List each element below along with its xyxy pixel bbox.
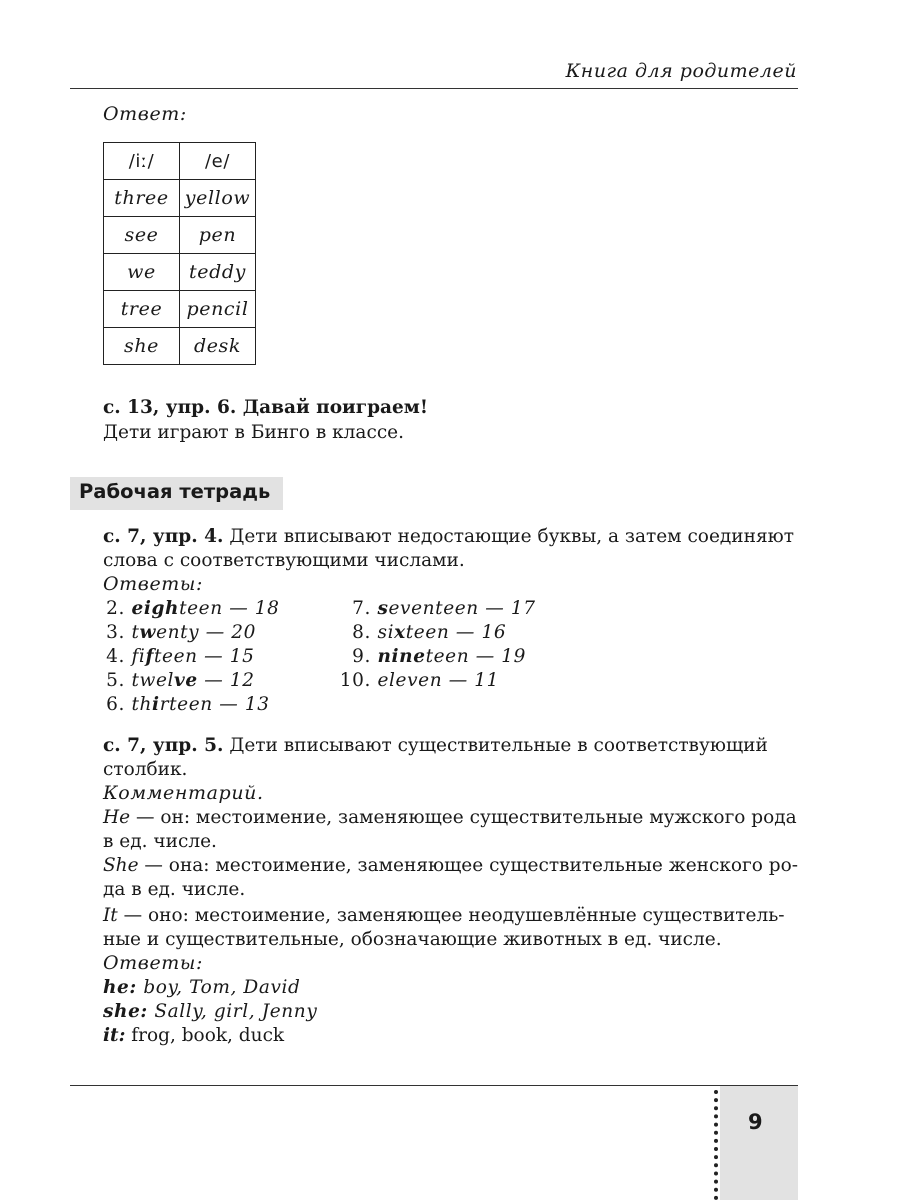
exercise-5-line-1	[103, 734, 803, 758]
answer-item: 2. eighteen — 18	[106, 598, 280, 619]
answer-item: 4. fifteen — 15	[106, 646, 255, 667]
answer-item: 3. twenty — 20	[106, 622, 257, 643]
table-cell: three	[104, 180, 180, 217]
exercise-6-ref: с. 13, упр. 6. Давай поиграем!	[103, 397, 428, 418]
it-word: It	[103, 905, 118, 926]
table-cell: pen	[180, 217, 256, 254]
exercise-4-ref: с. 7, упр. 4.	[103, 526, 224, 547]
exercise-4-answers-label: Ответы:	[103, 573, 203, 595]
exercise-6-text: Дети играют в Бинго в классе.	[103, 422, 405, 443]
running-header: Книга для родителей	[565, 60, 797, 82]
table-cell: desk	[180, 328, 256, 365]
table-cell: tree	[104, 291, 180, 328]
table-cell: yellow	[180, 180, 256, 217]
section-heading: Рабочая тетрадь	[79, 480, 271, 503]
answer-item: 8. sixteen — 16	[352, 622, 507, 643]
answer-item: 7. seventeen — 17	[352, 598, 536, 619]
exercise-5-answers-label: Ответы:	[103, 952, 203, 974]
he-word: He	[103, 807, 131, 828]
header-divider	[70, 88, 798, 89]
page-number: 9	[748, 1110, 763, 1134]
exercise-5-text: Дети вписывают существительные в соответствующий	[229, 735, 768, 756]
table-header-cell: /e/	[180, 143, 256, 180]
she-word: She	[103, 855, 139, 876]
phonetics-table	[103, 142, 256, 365]
he-definition-line-2: в ед. числе.	[103, 831, 217, 852]
comment-label: Комментарий.	[103, 782, 264, 804]
footer-divider	[70, 1085, 798, 1086]
she-definition-line-1: She — она: местоимение, заменяющее существительные женского ро-	[103, 855, 798, 876]
answer-item: 10. eleven — 11	[339, 670, 500, 691]
answer-item: 6. thirteen — 13	[106, 694, 270, 715]
table-header-cell: /iː/	[104, 143, 180, 180]
he-answer: he: boy, Tom, David	[103, 977, 301, 998]
it-answer: it: frog, book, duck	[103, 1025, 285, 1046]
table-cell: she	[104, 328, 180, 365]
dotted-separator	[714, 1090, 718, 1200]
exercise-5-ref: с. 7, упр. 5.	[103, 735, 224, 756]
page-number-box	[720, 1086, 798, 1200]
she-definition-line-2: да в ед. числе.	[103, 879, 246, 900]
exercise-5-line-2: столбик.	[103, 759, 188, 780]
table-cell: we	[104, 254, 180, 291]
answer-item: 5. twelve — 12	[106, 670, 255, 691]
table-cell: pencil	[180, 291, 256, 328]
table-cell: see	[104, 217, 180, 254]
answer-item: 9. nineteen — 19	[352, 646, 527, 667]
he-definition-line-1: He — он: местоимение, заменяющее существительные мужского рода	[103, 807, 797, 828]
it-definition-line-1: It — оно: местоимение, заменяющее неодушевлённые существитель-	[103, 905, 785, 926]
she-answer: she: Sally, girl, Jenny	[103, 1001, 318, 1022]
exercise-4-line-2: слова с соответствующими числами.	[103, 550, 465, 571]
exercise-4-text: Дети вписывают недостающие буквы, а затем соединяют	[229, 526, 794, 547]
table-cell: teddy	[180, 254, 256, 291]
answer-label: Ответ:	[103, 103, 187, 125]
exercise-4-line-1	[103, 525, 803, 549]
it-definition-line-2: ные и существительные, обозначающие животных в ед. числе.	[103, 929, 722, 950]
